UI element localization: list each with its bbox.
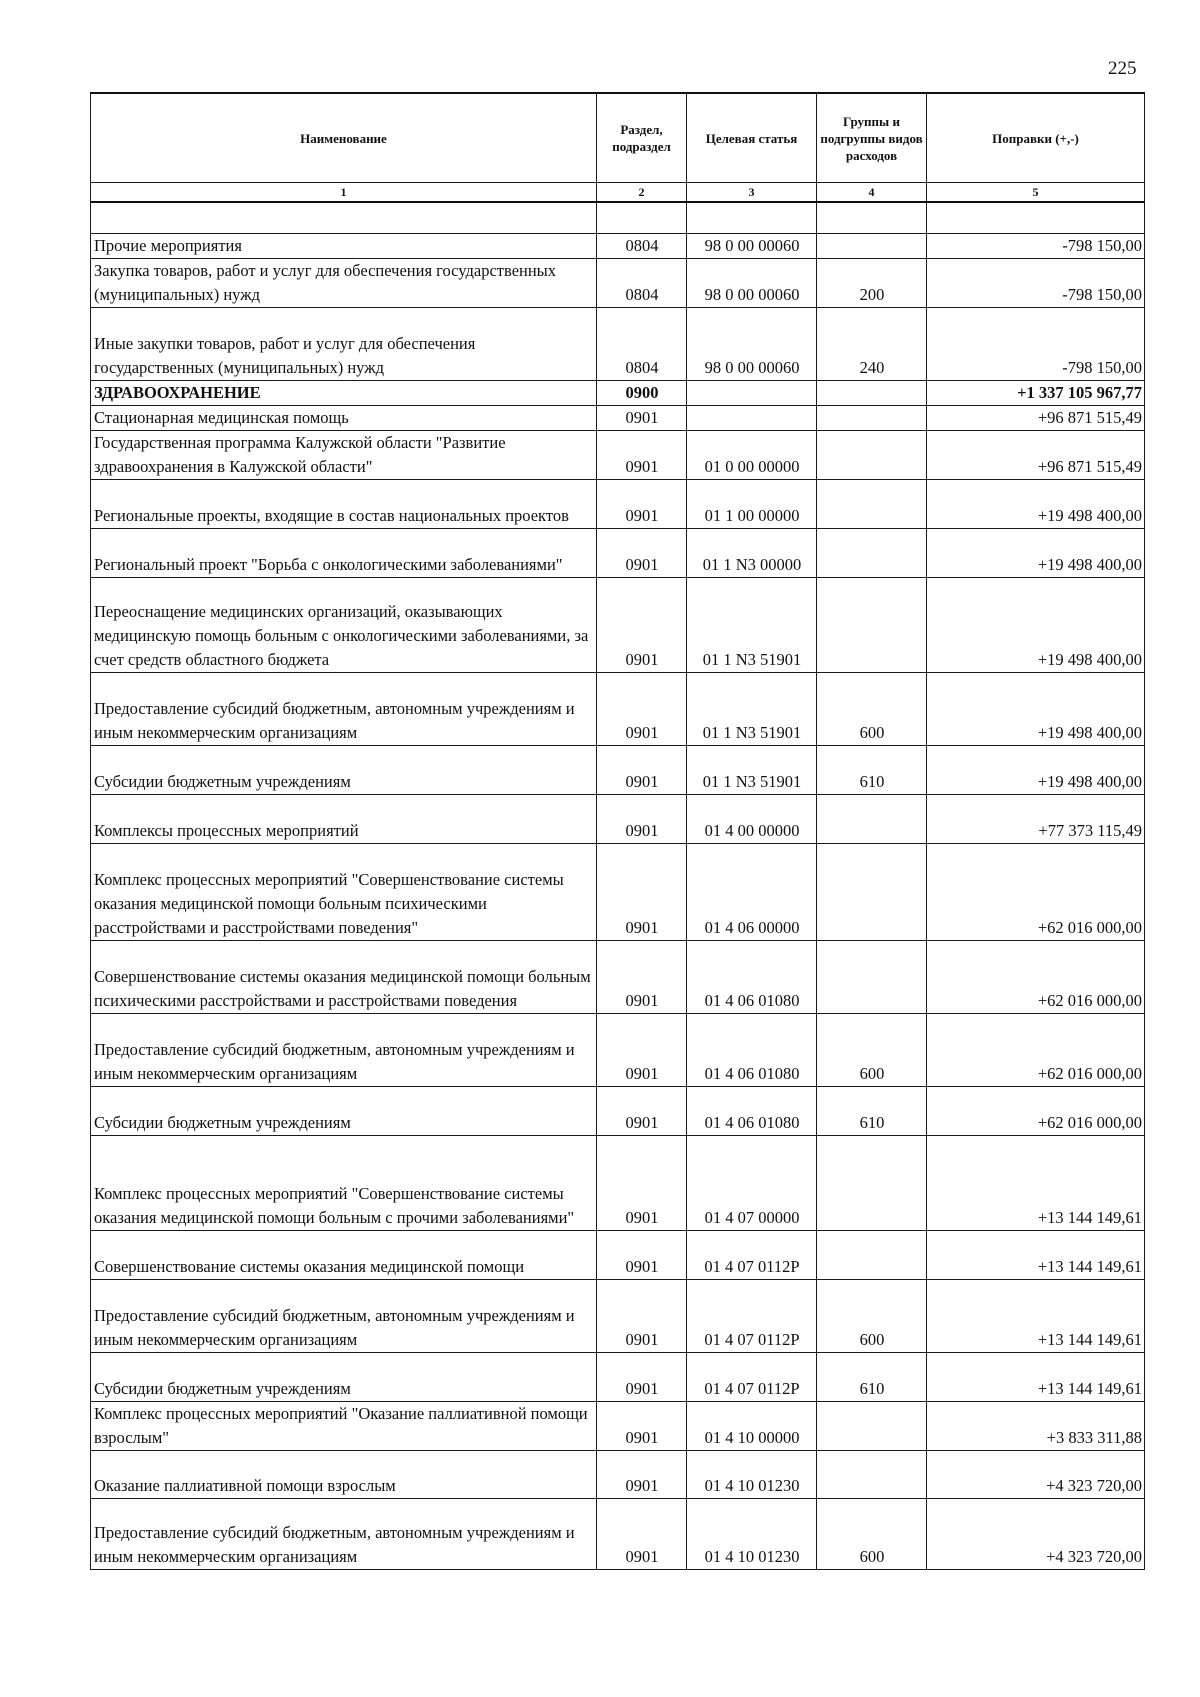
table-row: [91, 673, 1145, 746]
row-amount: +19 498 400,00: [927, 529, 1145, 578]
row-amount: +62 016 000,00: [927, 1014, 1145, 1087]
row-target-code: 01 4 07 0112P: [687, 1353, 817, 1402]
row-name: Субсидии бюджетным учреждениям: [91, 746, 597, 795]
row-target-code: 01 0 00 00000: [687, 431, 817, 480]
row-name: Комплекс процессных мероприятий "Совершенствование системы оказания медицинской помощи больным с прочими заболеваниями": [91, 1136, 597, 1231]
row-target-code: 01 1 N3 51901: [687, 673, 817, 746]
row-expense-group: [817, 480, 927, 529]
row-expense-group: 610: [817, 746, 927, 795]
row-section-code: 0901: [597, 844, 687, 941]
row-section-code: 0901: [597, 578, 687, 673]
row-name: Предоставление субсидий бюджетным, автономным учреждениям и иным некоммерческим организациям: [91, 1280, 597, 1353]
row-target-code: 01 1 N3 51901: [687, 578, 817, 673]
row-name: ЗДРАВООХРАНЕНИЕ: [91, 381, 597, 406]
row-target-code: 98 0 00 00060: [687, 234, 817, 259]
row-name: Региональный проект "Борьба с онкологическими заболеваниями": [91, 529, 597, 578]
row-name: Комплексы процессных мероприятий: [91, 795, 597, 844]
row-target-code: 01 4 06 00000: [687, 844, 817, 941]
row-section-code: 0901: [597, 431, 687, 480]
row-section-code: 0901: [597, 406, 687, 431]
row-amount: +19 498 400,00: [927, 673, 1145, 746]
row-expense-group: [817, 941, 927, 1014]
row-section-code: 0901: [597, 1280, 687, 1353]
row-expense-group: 610: [817, 1353, 927, 1402]
row-section-code: 0901: [597, 1353, 687, 1402]
header-row: [91, 93, 1145, 183]
row-target-code: 01 4 10 01230: [687, 1499, 817, 1570]
row-amount: +13 144 149,61: [927, 1353, 1145, 1402]
table-row: [91, 234, 1145, 259]
row-target-code: 01 1 00 00000: [687, 480, 817, 529]
row-section-code: 0804: [597, 234, 687, 259]
row-section-code: 0804: [597, 259, 687, 308]
table-row: [91, 259, 1145, 308]
row-name: Предоставление субсидий бюджетным, автономным учреждениям и иным некоммерческим организациям: [91, 1499, 597, 1570]
row-target-code: 01 1 N3 51901: [687, 746, 817, 795]
row-expense-group: 600: [817, 1280, 927, 1353]
row-section-code: 0901: [597, 673, 687, 746]
row-amount: +13 144 149,61: [927, 1231, 1145, 1280]
row-target-code: 01 4 07 0112P: [687, 1280, 817, 1353]
table-row: [91, 795, 1145, 844]
table-row: [91, 578, 1145, 673]
row-section-code: 0901: [597, 1402, 687, 1451]
row-amount: +1 337 105 967,77: [927, 381, 1145, 406]
spacer-row: [91, 202, 1145, 234]
row-section-code: 0901: [597, 1014, 687, 1087]
table-row: [91, 941, 1145, 1014]
row-name: Комплекс процессных мероприятий "Оказание паллиативной помощи взрослым": [91, 1402, 597, 1451]
table-row: [91, 431, 1145, 480]
row-amount: +62 016 000,00: [927, 941, 1145, 1014]
row-name: Предоставление субсидий бюджетным, автономным учреждениям и иным некоммерческим организациям: [91, 673, 597, 746]
table-row: [91, 1014, 1145, 1087]
table-row: [91, 529, 1145, 578]
row-amount: +4 323 720,00: [927, 1451, 1145, 1499]
row-expense-group: [817, 431, 927, 480]
row-target-code: 01 4 07 00000: [687, 1136, 817, 1231]
row-name: Стационарная медицинская помощь: [91, 406, 597, 431]
row-section-code: 0901: [597, 1231, 687, 1280]
row-section-code: 0901: [597, 1499, 687, 1570]
column-number: 1: [91, 183, 597, 203]
column-number: 2: [597, 183, 687, 203]
row-expense-group: [817, 795, 927, 844]
header-group: Группы и подгруппы видов расходов: [817, 93, 927, 183]
row-section-code: 0901: [597, 746, 687, 795]
row-expense-group: 610: [817, 1087, 927, 1136]
row-name: Государственная программа Калужской области "Развитие здравоохранения в Калужской области": [91, 431, 597, 480]
row-amount: +4 323 720,00: [927, 1499, 1145, 1570]
table-row: [91, 1499, 1145, 1570]
table-row: [91, 1451, 1145, 1499]
row-name: Иные закупки товаров, работ и услуг для обеспечения государственных (муниципальных) нужд: [91, 308, 597, 381]
row-target-code: [687, 381, 817, 406]
row-name: Субсидии бюджетным учреждениям: [91, 1353, 597, 1402]
row-target-code: 01 4 06 01080: [687, 941, 817, 1014]
row-target-code: 01 4 10 01230: [687, 1451, 817, 1499]
row-expense-group: [817, 578, 927, 673]
row-target-code: 01 4 00 00000: [687, 795, 817, 844]
row-target-code: 01 1 N3 00000: [687, 529, 817, 578]
table-row: [91, 844, 1145, 941]
row-target-code: 01 4 06 01080: [687, 1014, 817, 1087]
row-section-code: 0900: [597, 381, 687, 406]
row-expense-group: 200: [817, 259, 927, 308]
table-row: [91, 1231, 1145, 1280]
row-amount: -798 150,00: [927, 308, 1145, 381]
row-target-code: 98 0 00 00060: [687, 308, 817, 381]
row-amount: +96 871 515,49: [927, 406, 1145, 431]
row-amount: +19 498 400,00: [927, 480, 1145, 529]
table-row: [91, 1353, 1145, 1402]
row-amount: +3 833 311,88: [927, 1402, 1145, 1451]
table-row: [91, 1280, 1145, 1353]
row-target-code: [687, 406, 817, 431]
header-name: Наименование: [91, 93, 597, 183]
row-expense-group: 600: [817, 1499, 927, 1570]
row-target-code: 01 4 07 0112P: [687, 1231, 817, 1280]
row-amount: +77 373 115,49: [927, 795, 1145, 844]
row-expense-group: [817, 1451, 927, 1499]
row-expense-group: [817, 234, 927, 259]
row-name: Прочие мероприятия: [91, 234, 597, 259]
row-name: Закупка товаров, работ и услуг для обеспечения государственных (муниципальных) нужд: [91, 259, 597, 308]
row-expense-group: [817, 406, 927, 431]
row-amount: +62 016 000,00: [927, 1087, 1145, 1136]
row-section-code: 0901: [597, 1136, 687, 1231]
row-name: Субсидии бюджетным учреждениям: [91, 1087, 597, 1136]
row-expense-group: [817, 381, 927, 406]
row-amount: +13 144 149,61: [927, 1136, 1145, 1231]
row-target-code: 01 4 06 01080: [687, 1087, 817, 1136]
table-row: [91, 1402, 1145, 1451]
row-name: Совершенствование системы оказания медицинской помощи: [91, 1231, 597, 1280]
header-section: Раздел, подраздел: [597, 93, 687, 183]
row-amount: +19 498 400,00: [927, 578, 1145, 673]
table-row: [91, 308, 1145, 381]
row-section-code: 0901: [597, 795, 687, 844]
row-name: Оказание паллиативной помощи взрослым: [91, 1451, 597, 1499]
row-name: Совершенствование системы оказания медицинской помощи больным психическими расстройствами и расстройствами поведения: [91, 941, 597, 1014]
table-row: [91, 746, 1145, 795]
table-row: [91, 1087, 1145, 1136]
row-amount: +19 498 400,00: [927, 746, 1145, 795]
row-section-code: 0804: [597, 308, 687, 381]
row-amount: +62 016 000,00: [927, 844, 1145, 941]
row-expense-group: [817, 1402, 927, 1451]
header-target: Целевая статья: [687, 93, 817, 183]
row-target-code: 01 4 10 00000: [687, 1402, 817, 1451]
row-name: Комплекс процессных мероприятий "Совершенствование системы оказания медицинской помощи больным психическими расстройствами и расстройствами поведения": [91, 844, 597, 941]
row-expense-group: 600: [817, 673, 927, 746]
column-number: 5: [927, 183, 1145, 203]
row-amount: -798 150,00: [927, 259, 1145, 308]
row-name: Переоснащение медицинских организаций, оказывающих медицинскую помощь больным с онкологическими заболеваниями, за счет средств областного бюджета: [91, 578, 597, 673]
row-expense-group: [817, 1231, 927, 1280]
row-expense-group: [817, 1136, 927, 1231]
row-amount: +13 144 149,61: [927, 1280, 1145, 1353]
column-number: 3: [687, 183, 817, 203]
row-target-code: 98 0 00 00060: [687, 259, 817, 308]
table-row: [91, 381, 1145, 406]
row-expense-group: [817, 529, 927, 578]
row-expense-group: 600: [817, 1014, 927, 1087]
row-section-code: 0901: [597, 480, 687, 529]
row-expense-group: 240: [817, 308, 927, 381]
row-section-code: 0901: [597, 1451, 687, 1499]
row-amount: +96 871 515,49: [927, 431, 1145, 480]
header-amount: Поправки (+,-): [927, 93, 1145, 183]
row-expense-group: [817, 844, 927, 941]
table-row: [91, 1136, 1145, 1231]
row-section-code: 0901: [597, 1087, 687, 1136]
row-amount: -798 150,00: [927, 234, 1145, 259]
column-number-row: [91, 183, 1145, 203]
table-row: [91, 480, 1145, 529]
page-number: 225: [1108, 58, 1137, 79]
budget-amendments-table: [90, 92, 1145, 1570]
row-section-code: 0901: [597, 941, 687, 1014]
row-name: Предоставление субсидий бюджетным, автономным учреждениям и иным некоммерческим организациям: [91, 1014, 597, 1087]
table-body: [91, 202, 1145, 1570]
column-number: 4: [817, 183, 927, 203]
row-section-code: 0901: [597, 529, 687, 578]
table-row: [91, 406, 1145, 431]
row-name: Региональные проекты, входящие в состав национальных проектов: [91, 480, 597, 529]
